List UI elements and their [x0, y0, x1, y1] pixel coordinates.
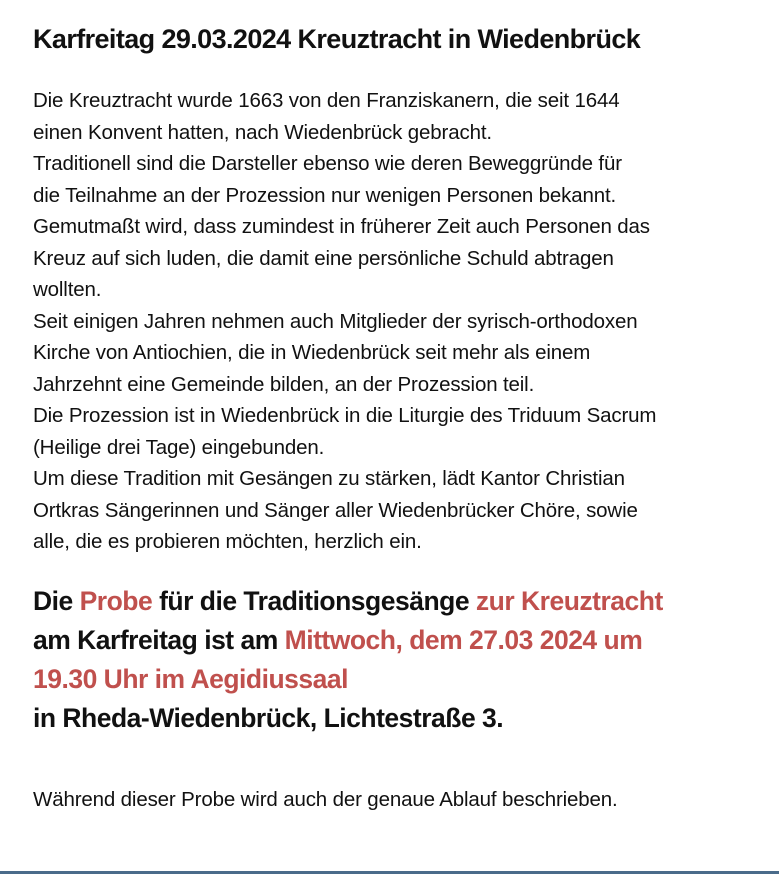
body-paragraphs: [33, 85, 773, 558]
announcement-accent-kreuztracht: zur Kreuztracht: [475, 586, 663, 616]
body-line: wollten.: [33, 278, 102, 301]
rehearsal-announcement: [33, 582, 773, 738]
body-line: Die Prozession ist in Wiedenbrück in die Liturgie des Triduum Sacrum: [33, 404, 657, 427]
body-line: Jahrzehnt eine Gemeinde bilden, an der Prozession teil.: [33, 372, 535, 396]
body-line: Seit einigen Jahren nehmen auch Mitglieder der syrisch-orthodoxen: [33, 309, 638, 333]
announcement-line-1: [33, 582, 773, 621]
body-line: Kreuz auf sich luden, die damit eine persönliche Schuld abtragen: [33, 246, 614, 270]
announcement-text: Die: [33, 586, 80, 616]
announcement-text: für die Traditionsgesänge: [152, 586, 476, 616]
body-line: Kirche von Antiochien, die in Wiedenbrück seit mehr als einem: [33, 341, 591, 364]
announcement-text: am Karfreitag ist am: [33, 625, 285, 655]
body-line: Um diese Tradition mit Gesängen zu stärken, lädt Kantor Christian: [33, 467, 625, 490]
announcement-line-3-time-place: 19.30 Uhr im Aegidiussaal: [33, 664, 348, 694]
body-line: Ortkras Sängerinnen und Sänger aller Wiedenbrücker Chöre, sowie: [33, 498, 638, 522]
announcement-line-4-address: in Rheda-Wiedenbrück, Lichtestraße 3.: [33, 703, 504, 733]
body-line: einen Konvent hatten, nach Wiedenbrück gebracht.: [33, 120, 492, 144]
body-line: Traditionell sind die Darsteller ebenso wie deren Beweggründe für: [33, 152, 622, 175]
announcement-accent-probe: Probe: [79, 586, 153, 616]
announcement-line-2: [33, 621, 773, 660]
footer-note: Während dieser Probe wird auch der genaue Ablauf beschrieben.: [33, 788, 618, 811]
body-line: Gemutmaßt wird, dass zumindest in früherer Zeit auch Personen das: [33, 215, 650, 238]
body-line: alle, die es probieren möchten, herzlich ein.: [33, 530, 422, 553]
announcement-accent-date: Mittwoch, dem 27.03 2024 um: [284, 625, 643, 655]
body-line: Die Kreuztracht wurde 1663 von den Franziskanern, die seit 1644: [33, 89, 620, 112]
body-line: (Heilige drei Tage) eingebunden.: [33, 435, 325, 459]
page-title: Karfreitag 29.03.2024 Kreuztracht in Wiedenbrück: [33, 24, 641, 54]
body-line: die Teilnahme an der Prozession nur wenigen Personen bekannt.: [33, 183, 617, 207]
